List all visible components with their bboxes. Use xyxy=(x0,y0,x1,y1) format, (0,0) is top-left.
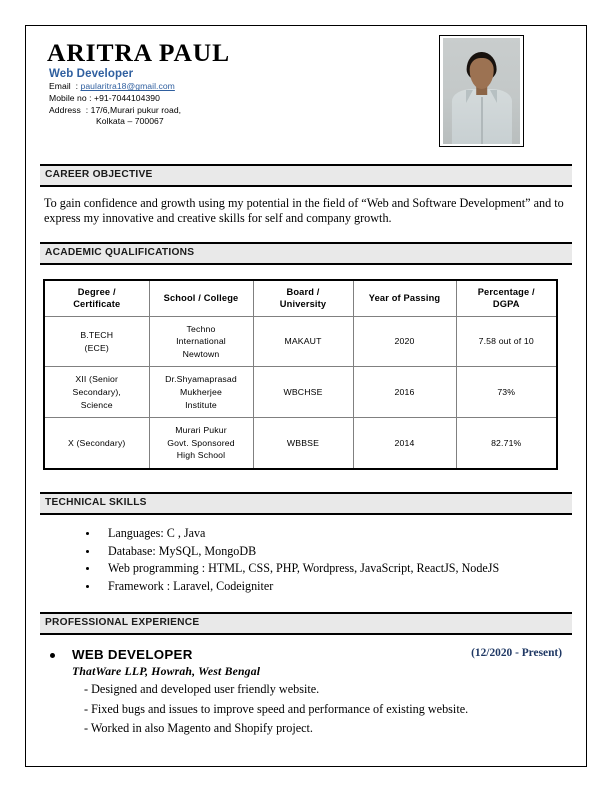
cell-line: Newtown xyxy=(182,348,220,359)
profile-photo-frame xyxy=(439,35,524,147)
cell-line: XII (Senior xyxy=(75,374,119,385)
experience-point: - Fixed bugs and issues to improve speed and performance of existing website. xyxy=(84,701,469,716)
cell-line: (ECE) xyxy=(84,342,109,353)
resume-header xyxy=(40,26,572,156)
profile-photo xyxy=(443,38,520,144)
cell-line: Secondary), xyxy=(72,387,121,397)
skill-item: Web programming : HTML, CSS, PHP, Wordpress, JavaScript, ReactJS, NodeJS xyxy=(86,560,572,578)
academic-table-body xyxy=(44,316,557,469)
experience-point: - Designed and developed user friendly website. xyxy=(84,682,320,697)
cell-line: University xyxy=(279,299,327,310)
experience-job-title: WEB DEVELOPER xyxy=(72,647,193,663)
section-title: ACADEMIC QUALIFICATIONS xyxy=(45,246,195,258)
candidate-role: Web Developer xyxy=(49,68,134,81)
table-row xyxy=(44,316,557,367)
cell-year xyxy=(353,316,456,367)
cell-line: Certificate xyxy=(73,299,121,310)
resume-page-border xyxy=(25,25,587,767)
cell-degree xyxy=(44,367,149,418)
contact-mobile-line: Mobile no : +91-7044104390 xyxy=(49,92,160,103)
section-title: TECHNICAL SKILLS xyxy=(45,496,147,508)
cell-percentage xyxy=(456,367,557,418)
skill-item: Database: MySQL, MongoDB xyxy=(86,543,572,561)
table-row xyxy=(44,367,557,418)
photo-shirt-placket xyxy=(481,97,483,144)
cell-degree xyxy=(44,418,149,469)
cell-school xyxy=(149,316,253,367)
experience-company: ThatWare LLP, Howrah, West Bengal xyxy=(72,665,261,679)
career-objective-text: To gain confidence and growth using my potential in the field of “Web and Software Development” and to express my innovative and creative skills for self and company growth. xyxy=(44,196,564,226)
cell-line: WBCHSE xyxy=(283,387,323,397)
photo-collar-right xyxy=(490,90,497,103)
technical-skills-list xyxy=(40,525,572,595)
section-header-academic-qualifications xyxy=(40,242,572,265)
column-header-percentage xyxy=(456,280,557,316)
cell-line: 2020 xyxy=(394,336,415,347)
cell-line: Dr.Shyamaprasad xyxy=(165,374,237,385)
cell-line: 7.58 out of 10 xyxy=(478,336,534,347)
academic-table-wrap xyxy=(40,265,572,470)
photo-face xyxy=(469,58,494,89)
column-header-school xyxy=(149,280,253,316)
cell-line: 2016 xyxy=(394,387,415,397)
cell-line: B.TECH xyxy=(80,329,114,340)
cell-line: DGPA xyxy=(492,299,520,310)
academic-qualifications-table xyxy=(43,279,558,470)
contact-address-line-2: Kolkata – 700067 xyxy=(96,116,164,127)
cell-school xyxy=(149,367,253,418)
skill-item: Framework : Laravel, Codeigniter xyxy=(86,578,572,596)
cell-percentage xyxy=(456,316,557,367)
section-header-technical-skills xyxy=(40,492,572,515)
cell-line: Institute xyxy=(185,399,217,410)
section-header-career-objective xyxy=(40,164,572,187)
cell-line: MAKAUT xyxy=(284,336,322,347)
cell-line: 73% xyxy=(497,387,516,397)
cell-line: Science xyxy=(80,399,113,410)
column-header-year xyxy=(353,280,456,316)
column-header-board xyxy=(253,280,353,316)
table-header-row xyxy=(44,280,557,316)
cell-line: Year of Passing xyxy=(368,293,441,304)
cell-line: Degree / xyxy=(77,286,116,297)
cell-line: School / College xyxy=(163,293,239,304)
skill-item: Languages: C , Java xyxy=(86,525,572,543)
cell-line: Govt. Sponsored xyxy=(167,437,235,448)
section-header-professional-experience xyxy=(40,612,572,635)
experience-heading-row xyxy=(44,646,568,664)
column-header-degree xyxy=(44,280,149,316)
cell-board xyxy=(253,367,353,418)
email-link[interactable]: paularitra18@gmail.com xyxy=(80,81,175,92)
cell-degree xyxy=(44,316,149,367)
experience-point: - Worked in also Magento and Shopify project. xyxy=(84,720,313,735)
cell-line: 2014 xyxy=(394,437,415,448)
cell-line: High School xyxy=(176,450,226,461)
cell-line: Techno xyxy=(186,323,216,334)
cell-board xyxy=(253,316,353,367)
cell-line: International xyxy=(176,336,226,347)
cell-year xyxy=(353,367,456,418)
cell-board xyxy=(253,418,353,469)
cell-line: Murari Pukur xyxy=(175,425,227,436)
cell-year xyxy=(353,418,456,469)
cell-line: Board / xyxy=(286,286,320,297)
resume-content xyxy=(26,26,586,738)
cell-line: WBBSE xyxy=(286,437,320,448)
cell-line: Mukherjee xyxy=(180,387,222,397)
cell-line: 82.71% xyxy=(491,437,522,448)
experience-bullet-list xyxy=(84,680,568,738)
table-row xyxy=(44,418,557,469)
experience-entry xyxy=(40,635,572,738)
photo-collar-left xyxy=(466,90,473,103)
cell-line: X (Secondary) xyxy=(68,437,126,448)
contact-address-line-1: Address : 17/6,Murari pukur road, xyxy=(49,104,182,115)
experience-date-range: (12/2020 - Present) xyxy=(471,647,562,660)
section-title: PROFESSIONAL EXPERIENCE xyxy=(45,617,200,629)
cell-percentage xyxy=(456,418,557,469)
candidate-name: ARITRA PAUL xyxy=(47,38,230,67)
cell-school xyxy=(149,418,253,469)
section-title: CAREER OBJECTIVE xyxy=(45,169,153,180)
cell-line: Percentage / xyxy=(477,286,535,297)
email-label: Email : xyxy=(49,81,81,92)
